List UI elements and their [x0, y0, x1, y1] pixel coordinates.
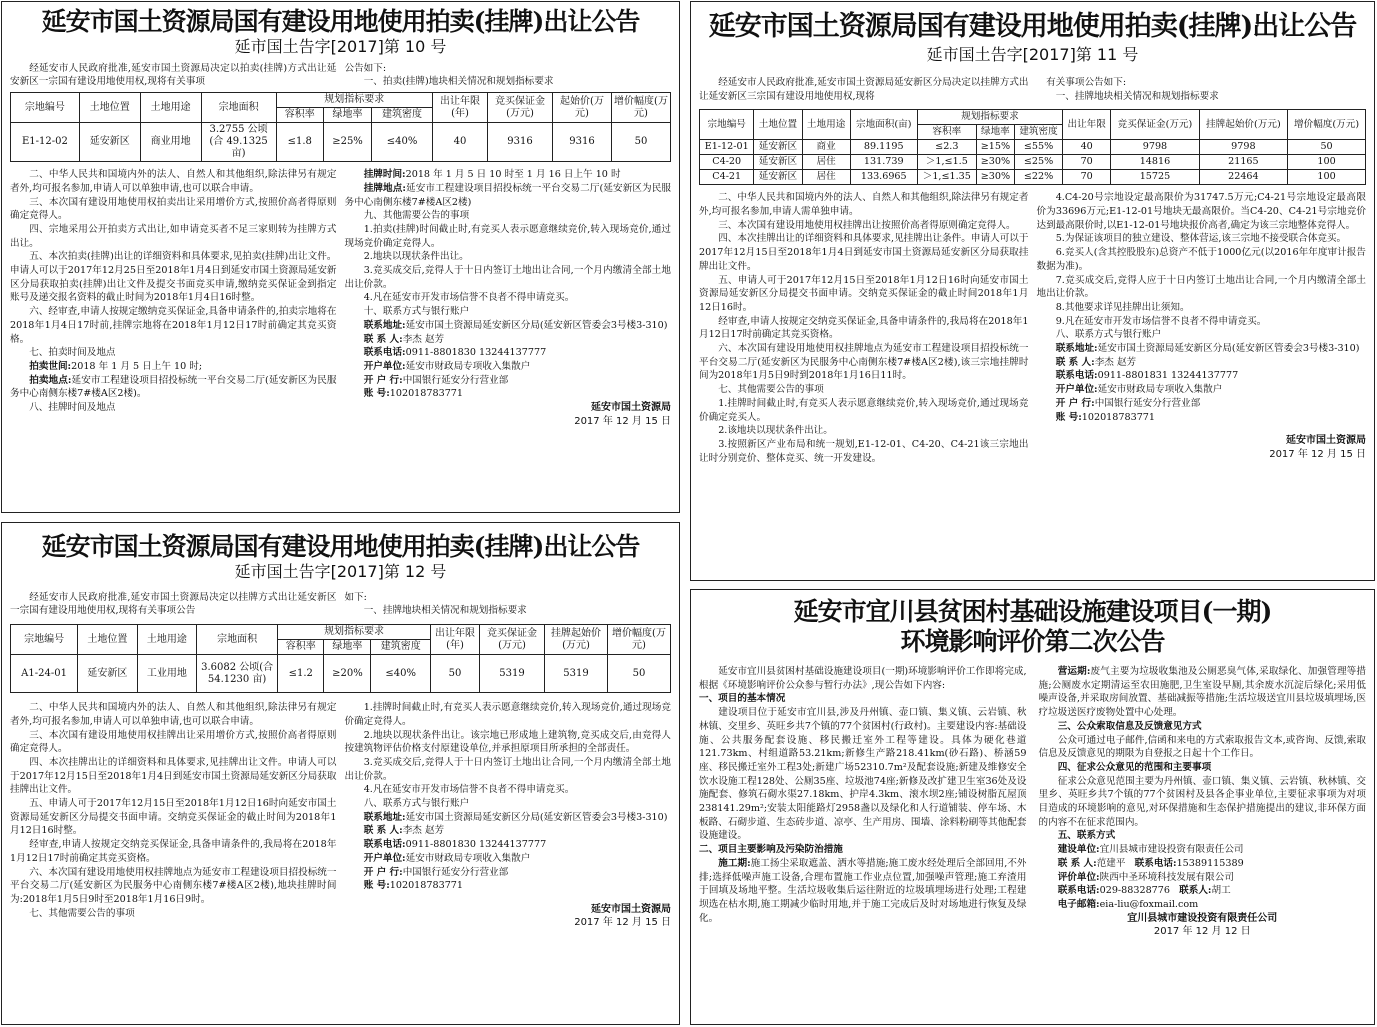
intro-text: 如下: [344, 591, 367, 603]
cell: ≤40% [371, 655, 431, 693]
cell: 5319 [545, 655, 608, 693]
section-heading: 八、联系方式与银行账户 [363, 798, 470, 810]
cell: ≤40% [372, 123, 433, 162]
cell: E1-12-02 [11, 123, 80, 162]
signature: 宜川县城市建设投资有限责任公司 [1127, 912, 1278, 924]
date: 2017 年 12 月 15 日 [574, 917, 671, 929]
cell: C4-20 [700, 155, 754, 170]
cell: 21165 [1199, 155, 1287, 170]
cell: ≥20% [324, 655, 371, 693]
cell: 131.739 [850, 155, 917, 170]
th: 建筑密度 [371, 640, 431, 655]
value: 范建平 [1096, 857, 1126, 869]
body-text: 四、本次挂牌出让的详细资料和具体要求,见挂牌出让文件。申请人可以于2017年12月15日至2018年1月4日到延安市国土资源局延安新区分局获取挂牌出让文件。 [10, 756, 337, 796]
value: 陕西中圣环境科技发展有限公司 [1099, 871, 1234, 883]
body-text: 建设项目位于延安市宜川县,涉及丹州镇、壶口镇、集义镇、云岩镇、秋林镇、交里乡、英旺乡共7个镇的77个贫困村(行政村)。主要建设内容:基础设施、公共服务配套设施、移民搬迁室外工程等建设。具体为硬化巷道121.73km、村组道路53.21km;新修生产路218.41km(砂石路)、桥涵59座、移民搬迁室外工程3处;新建广场52310.7m²及配套设施;新建及维修安全饮水设施工程128处、公厕35座、垃圾池74座;新修及改扩建卫生室36处及设施配套、修筑石砌水渠27.18km、护岸4.3km、滚水坝2座;铺设树脂瓦屋顶238141.29m²;安装太阳能路灯2958盏以及绿化和人行道铺装、停车场、木板路、石砌步道、生态砖步道、凉亭、生产用房、围墙、涂料粉刷等其他配套设施建设。 [699, 707, 1027, 842]
parcel-table [699, 109, 1366, 185]
signature: 延安市国土资源局 [591, 903, 671, 915]
value: 029-88328776 [1099, 885, 1170, 897]
value: 中国银行延安分行营业部 [402, 374, 509, 386]
body-text: 3.竞买成交后,竞得人于十日内签订土地出让合同,一个月内缴清全部土地出让价款。 [344, 756, 671, 782]
value: 胡工 [1211, 885, 1231, 897]
value: 延安市工程建设项目招投标统一平台交易二厅(延安新区为民服务中心南侧东楼7#楼A区2楼)。 [10, 374, 337, 400]
cell: 延安新区 [754, 155, 802, 170]
cell: ＞1,≤1.35 [917, 170, 976, 185]
label: 联系电话: [363, 839, 406, 851]
cell: 22464 [1199, 170, 1287, 185]
body-text: 6.竞买人(含其控股股东)总资产不低于1000亿元(以2016年年度审计报告数据为准)。 [1036, 247, 1366, 272]
cell: 70 [1063, 170, 1111, 185]
intro [10, 62, 671, 89]
label: 开户单位: [363, 360, 406, 372]
notice-11 [690, 1, 1375, 581]
heading-text: 三、公众索取信息及反馈意见方式 [1057, 720, 1202, 732]
intro-text: 经延安市人民政府批准,延安市国土资源局决定以拍卖(挂牌)方式出让延安新区一宗国有建设用地使用权,现将有关事项 [10, 62, 337, 88]
th: 起始价(万元) [553, 93, 612, 123]
th: 容积率 [917, 125, 976, 140]
value: 102018783771 [389, 880, 464, 892]
section-heading: 八、联系方式与银行账户 [1055, 329, 1162, 341]
cell: 延安新区 [78, 655, 137, 693]
th: 容积率 [276, 108, 323, 123]
cell: 100 [1288, 155, 1366, 170]
body-text: 二、中华人民共和国境内外的法人、自然人和其他组织,除法律另有规定者外,均可报名参加,申请人可以单独申请,也可以联合申请。 [10, 169, 337, 194]
value: 李杰 赵芳 [402, 825, 445, 837]
body-text: 5.为保证该项目的独立建设、整体营运,该三宗地不接受联合体竞买。 [1055, 233, 1347, 245]
label: 拍卖世间: [29, 360, 72, 372]
intro [699, 76, 1366, 103]
label: 开 户 行: [363, 374, 403, 386]
body-text: 五、申请人可于2017年12月15日至2018年1月12日16时向延安市国土资源局延安新区分局提交书面申请。交纳竞买保证金的截止时间为2018年1月12日16时整。 [10, 798, 337, 837]
th: 土地用途 [140, 93, 201, 123]
cell: C4-21 [700, 170, 754, 185]
th: 增价幅度(万元) [612, 93, 671, 123]
notice-title: 延安市国土资源局国有建设用地使用拍卖(挂牌)出让公告 [41, 532, 640, 561]
env-notice [690, 589, 1375, 1025]
th: 规划指标要求 [917, 110, 1062, 125]
body-text: 三、本次国有建设用地使用权挂牌出让采用增价方式,按照价高者得原则确定竞得人。 [10, 729, 337, 755]
section-heading [699, 843, 1027, 857]
th: 出让年限 [1063, 110, 1111, 140]
cell: 50 [1288, 140, 1366, 155]
cell: ≥25% [323, 123, 371, 162]
section-heading [1039, 720, 1367, 734]
label: 电子邮箱: [1057, 898, 1100, 910]
cell: 50 [431, 655, 480, 693]
date: 2017 年 12 月 12 日 [1153, 926, 1251, 938]
body-text: 五、申请人可于2017年12月15日至2018年1月12日16时向延安市国土资源局延安新区分局提交书面申请。交纳竞买保证金的截止时间2018年1月12日16时。 [699, 274, 1029, 313]
value: 李杰 赵芳 [1094, 356, 1137, 368]
label: 拍卖地点: [29, 374, 72, 386]
cell: 工业用地 [137, 655, 196, 693]
section-heading [1039, 761, 1367, 775]
value: 延安市财政局专项收入集散户 [405, 852, 531, 864]
cell: 133.6965 [850, 170, 917, 185]
th: 土地位置 [78, 625, 137, 655]
cell: 延安新区 [79, 123, 140, 162]
notice-10 [1, 1, 680, 513]
table-row [11, 123, 671, 162]
notice-number: 延市国土告字[2017]第 12 号 [234, 561, 447, 581]
env-title-line1: 延安市宜川县贫困村基础设施建设项目(一期) [793, 597, 1272, 626]
cell: 40 [1063, 140, 1111, 155]
cell: ＞1,≤1.5 [917, 155, 976, 170]
cell: 9798 [1199, 140, 1287, 155]
body-text: 3.竞买成交后,竞得人于十日内签订土地出让合同,一个月内缴清全部土地出让价款。 [344, 265, 671, 290]
body-text: 3.按照新区产业布局和统一规划,E1-12-01、C4-20、C4-21该三宗地出让时分别竞价、整体竞买、统一开发建设。 [699, 438, 1029, 464]
section-heading: 一、挂牌地块相关情况和规划指标要求 [363, 605, 527, 617]
label: 联系地址: [363, 811, 406, 823]
heading-text: 一、项目的基本情况 [699, 693, 786, 705]
th: 宗地编号 [700, 110, 754, 140]
section-heading [699, 692, 1027, 706]
value: 15389115389 [1176, 857, 1244, 869]
label: 开户单位: [1055, 384, 1098, 396]
body-text: 1.挂牌时间截止时,有竞买人表示愿意继续竞价,转入现场竞价,通过现场竞价确定竞得人。 [344, 702, 671, 727]
cell: 居住 [802, 155, 850, 170]
value: 延安市国土资源局延安新区分局(延安新区管委会3号楼3-310) [405, 319, 668, 331]
th: 增价幅度(万元) [1288, 110, 1366, 140]
intro-text: 延安市宜川县贫困村基础设施建设项目(一期)环境影响评价工作即将完成,根据《环境影响评价公众参与暂行办法》,现公告如下内容: [699, 666, 1027, 691]
heading-text: 五、联系方式 [1057, 830, 1116, 842]
label: 挂牌地点: [363, 182, 406, 194]
body-text: 9.凡在延安市开发市场信誉不良者不得申请竞买。 [1055, 315, 1267, 327]
body-text: 六、经审查,申请人按规定缴纳竞买保证金,具备申请条件的,拍卖宗地将在2018年1月4日17时前,挂牌宗地将在2018年1月12日17时前确定其竞买资格。 [10, 306, 337, 345]
signature: 延安市国土资源局 [591, 402, 671, 414]
table-row [700, 155, 1366, 170]
body-text: 三、本次国有建设用地使用权挂牌出让按照价高者得原则确定竞得人。 [718, 219, 1016, 231]
label: 开户单位: [363, 852, 406, 864]
cell: 居住 [802, 170, 850, 185]
body-text: 二、中华人民共和国境内外的法人、自然人和其他组织,除法律另有规定者外,均可报名参加,申请人需单独申请。 [699, 192, 1029, 217]
th: 宗地面积 [197, 625, 278, 655]
date: 2017 年 12 月 15 日 [1269, 448, 1366, 460]
body-text: 经审查,申请人按规定交纳竞买保证金,具备申请条件的,我局将在2018年1月12日17时前确定其竞买资格。 [699, 315, 1029, 341]
notice-title: 延安市国土资源局国有建设用地使用拍卖(挂牌)出让公告 [708, 11, 1357, 42]
th: 土地位置 [79, 93, 140, 123]
label: 评价单位: [1057, 871, 1100, 883]
th: 宗地面积 [201, 93, 276, 123]
value: 0911-8801831 13244137777 [1097, 370, 1239, 382]
value: 中国银行延安分行营业部 [402, 866, 509, 878]
notice-number: 延市国土告字[2017]第 10 号 [234, 36, 447, 56]
cell: 5319 [480, 655, 545, 693]
value: 102018783771 [1081, 411, 1156, 423]
label: 联 系 人: [1057, 857, 1097, 869]
parcel-table [10, 624, 671, 693]
value: 0911-8801830 13244137777 [405, 347, 547, 359]
section-heading [1039, 829, 1367, 843]
cell: 商业用地 [140, 123, 201, 162]
value: 废气主要为垃圾收集池及公厕恶臭气体,采取绿化、加强管理等措施;公厕废水定期清运至农田施肥,卫生室设早厕,其余废水沉淀后绿化;采用低噪声设备,并采取房间放置、基础减振等措施;生活垃圾送宜川县垃圾填埋场,医疗垃圾送医疗废物处置中心处理。 [1038, 666, 1366, 719]
body-text: 二、中华人民共和国境内外的法人、自然人和其他组织,除法律另有规定者外,均可报名参加,申请人可以单独申请,也可以联合申请。 [10, 702, 337, 727]
cell: ≤55% [1014, 140, 1062, 155]
label: 营运期: [1057, 666, 1091, 677]
body-text: 4.凡在延安市开发市场信誉不良者不得申请竞买。 [363, 784, 575, 796]
th: 出让年限(年) [431, 625, 480, 655]
label: 开 户 行: [1055, 397, 1095, 409]
section-heading: 八、挂牌时间及地点 [29, 402, 116, 414]
th: 土地位置 [754, 110, 802, 140]
cell: 50 [608, 655, 671, 693]
notice-12 [1, 522, 680, 1025]
section-heading: 七、其他需要公告的事项 [29, 907, 135, 919]
th: 挂牌起始价(万元) [1199, 110, 1287, 140]
th: 挂牌起始价(万元) [545, 625, 608, 655]
value: 施工扬尘采取遮盖、洒水等措施;施工废水经处理后全部回用,不外排;选择低噪声施工设备,合理布置施工作业点位置,加强噪声管理;施工弃渣用于回填及场地平整。生活垃圾收集后运往附近的垃圾填埋场进行处理;工程建坝选在枯水期,施工期减少临时用地,并于施工完成后及时对场地进行恢复及绿化。 [699, 857, 1027, 924]
value: 2018 年 1 月 5 日 10 时至 1 月 16 日上午 10 时 [405, 169, 621, 181]
label: 账 号: [1055, 411, 1082, 423]
heading-text: 四、征求公众意见的范围和主要事项 [1057, 761, 1212, 773]
th: 出让年限(年) [433, 93, 488, 123]
label: 账 号: [363, 388, 390, 400]
notice-number: 延市国土告字[2017]第 11 号 [926, 44, 1139, 64]
value: 0911-8801830 13244137777 [405, 839, 547, 851]
cell: 延安新区 [754, 140, 802, 155]
intro-text: 有关事项公告如下: [1046, 76, 1127, 88]
body-text: 1.挂牌时间截止时,有竞买人表示愿意继续竞价,转入现场竞价,通过现场竞价确定竞买人。 [699, 397, 1029, 423]
cell: ≤25% [1014, 155, 1062, 170]
body-text: 4.C4-20号宗地设定最高限价为31747.5万元;C4-21号宗地设定最高限价为33696万元;E1-12-01号地块无最高限价。当C4-20、C4-21号宗地竞价达到最高限价时,以E1-12-01号地块报价高者,确定为该三宗地整体竞得人。 [1036, 192, 1366, 231]
body-text: 六、本次国有建设用地使用权挂牌地点为延安市工程建设项目招投标统一平台交易二厅(延安新区为民服务中心南侧东楼7#楼A区2楼),地块挂牌时间为:2018年1月5日9时至2018年1月16日9时。 [10, 866, 337, 905]
value: 延安市财政局专项收入集散户 [405, 360, 531, 372]
th: 绿地率 [976, 125, 1014, 140]
label: 建设单位: [1057, 844, 1100, 856]
th: 建筑密度 [372, 108, 433, 123]
body-text: 2.该地块以现状条件出让。 [718, 425, 833, 437]
body-text: 六、本次国有建设用地使用权挂牌地点为延安市工程建设项目招投标统一平台交易二厅(延安新区为民服务中心南侧东楼7#楼A区2楼),该三宗地挂牌时间为2018年1月5日9时到2018年1月16日11时。 [699, 343, 1029, 382]
body-text: 4.凡在延安市开发市场信誉不良者不得申请竞买。 [363, 292, 575, 304]
th: 增价幅度(万元) [608, 625, 671, 655]
cell: E1-12-01 [700, 140, 754, 155]
label: 联系地址: [1055, 343, 1098, 355]
label: 开 户 行: [363, 866, 403, 878]
cell: ≤1.8 [276, 123, 323, 162]
cell: 3.2755 公顷(合 49.1325 亩) [201, 123, 276, 162]
cell: ≥30% [976, 170, 1014, 185]
body-text: 七、拍卖时间及地点 [29, 347, 116, 359]
cell: 9798 [1111, 140, 1199, 155]
value: 宜川县城市建设投资有限责任公司 [1099, 844, 1244, 856]
env-title-line2: 环境影响评价第二次公告 [900, 626, 1165, 656]
th: 绿地率 [323, 108, 371, 123]
cell: 50 [612, 123, 671, 162]
cell: 3.6082 公顷(合 54.1230 亩) [197, 655, 278, 693]
label: 联系地址: [363, 319, 406, 331]
label: 联系电话: [1055, 370, 1098, 382]
cell: 70 [1063, 155, 1111, 170]
body-text: 四、本次挂牌出让的详细资料和具体要求,见挂牌出让条件。申请人可以于2017年12月15日至2018年1月4日到延安市国土资源局延安新区分局获取挂牌出让文件。 [699, 233, 1029, 272]
th: 建筑密度 [1014, 125, 1062, 140]
date: 2017 年 12 月 15 日 [574, 415, 671, 427]
body-text: 8.其他要求详见挂牌出让须知。 [1055, 301, 1190, 313]
th: 土地用途 [137, 625, 196, 655]
th: 竞买保证金(万元) [480, 625, 545, 655]
cell: ≤2.3 [917, 140, 976, 155]
value: 延安市国土资源局延安新区分局(延安新区管委会3号楼3-310) [405, 811, 668, 823]
intro-text: 经延安市人民政府批准,延安市国土资源局决定以挂牌方式出让延安新区一宗国有建设用地使用权,现将有关事项公告 [10, 591, 337, 617]
label: 账 号: [363, 880, 390, 892]
body-text: 四、宗地采用公开拍卖方式出让,如申请竞买者不足三家则转为挂牌方式出让。 [10, 223, 337, 249]
label: 联 系 人: [1055, 356, 1095, 368]
cell: ≤1.2 [278, 655, 324, 693]
section-heading: 九、其他需要公告的事项 [363, 210, 470, 222]
body-text: 7.竞买成交后,竞得人应于十日内签订土地出让合同,一个月内缴清全部土地出让价款。 [1036, 274, 1366, 300]
cell: ≤22% [1014, 170, 1062, 185]
body-text: 经审查,申请人按规定交纳竞买保证金,具备申请条件的,我局将在2018年1月12日17时前确定其竞买资格。 [10, 839, 337, 864]
label: 挂牌时间: [363, 169, 406, 181]
cell: A1-24-01 [11, 655, 78, 693]
th: 宗地编号 [11, 625, 78, 655]
cell: 100 [1288, 170, 1366, 185]
section-heading: 十、联系方式与银行账户 [363, 306, 470, 318]
th: 绿地率 [324, 640, 371, 655]
body-text: 三、本次国有建设用地使用权拍卖出让采用增价方式,按照价高者得原则确定竞得人。 [10, 196, 337, 222]
value: 2018 年 1 月 5 日上午 10 时; [71, 360, 203, 372]
table-row [700, 170, 1366, 185]
th: 规划指标要求 [278, 625, 431, 640]
body-text: 七、其他需要公告的事项 [718, 384, 824, 396]
value: 中国银行延安分行营业部 [1094, 397, 1201, 409]
label: 联系电话: [1134, 857, 1177, 869]
value: 李杰 赵芳 [402, 333, 445, 345]
cell: 9316 [553, 123, 612, 162]
table-row [700, 140, 1366, 155]
label: 联 系 人: [363, 825, 403, 837]
intro-text: 经延安市人民政府批准,延安市国土资源局延安新区分局决定以挂牌方式出让延安新区三宗国有建设用地使用权,现将 [699, 76, 1029, 102]
section-heading: 一、拍卖(挂牌)地块相关情况和规划指标要求 [363, 76, 554, 88]
label: 联 系 人: [363, 333, 403, 345]
th: 规划指标要求 [276, 93, 432, 108]
body-text: 五、本次拍卖(挂牌)出让的详细资料和具体要求,见拍卖(挂牌)出让文件。申请人可以于2017年12月25日至2018年1月4日到延安市国土资源局延安新区分局获取拍卖(挂牌)出让文件及提交书面竞买申请,缴纳竞买保证金到指定账号及递交报名资料的截止时间为2018年1月4日16时整。 [10, 251, 337, 304]
cell: 14816 [1111, 155, 1199, 170]
th: 竞买保证金(万元) [1111, 110, 1199, 140]
body-text: 征求公众意见范围主要为丹州镇、壶口镇、集义镇、云岩镇、秋林镇、交里乡、英旺乡共7个镇的77个贫困村及县各企事业单位,主要征求事项为对项目造成的环境影响的意见,对环保措施和生态保护措施提出的建议,非环保方面的内容不在征求范围内。 [1038, 775, 1366, 828]
table-row [11, 655, 671, 693]
section-heading: 一、挂牌地块相关情况和规划指标要求 [1055, 90, 1219, 102]
value: 102018783771 [389, 388, 464, 400]
value: 延安市财政局专项收入集散户 [1097, 384, 1223, 396]
cell: 89.1195 [850, 140, 917, 155]
cell: ≥30% [976, 155, 1014, 170]
notice-title: 延安市国土资源局国有建设用地使用拍卖(挂牌)出让公告 [41, 7, 640, 36]
cell: 15725 [1111, 170, 1199, 185]
label: 联系电话: [1057, 885, 1100, 897]
signature: 延安市国土资源局 [1286, 435, 1366, 447]
label: 联系人: [1179, 885, 1212, 897]
heading-text: 二、项目主要影响及污染防治措施 [699, 844, 843, 856]
cell: 延安新区 [754, 170, 802, 185]
th: 宗地面积(亩) [850, 110, 917, 140]
label: 联系电话: [363, 347, 406, 359]
body-text: 2.地块以现状条件出让。 [363, 251, 469, 263]
body-text: 2.地块以现状条件出让。该宗地已形成地上建筑物,竞买成交后,由竞得人按建筑物评估价格支付原建设单位,并承担原项目所承担的全部责任。 [344, 729, 671, 755]
cell: 9316 [488, 123, 553, 162]
value: 延安市工程建设项目招投标统一平台交易二厅(延安新区为民服务中心南侧东楼7#楼A区2楼) [344, 182, 671, 208]
th: 竞买保证金(万元) [488, 93, 553, 123]
intro [10, 591, 671, 618]
th: 土地用途 [802, 110, 850, 140]
parcel-table [10, 92, 671, 162]
th: 容积率 [278, 640, 324, 655]
value: eia-liu@foxmail.com [1099, 898, 1199, 910]
intro-text: 公告如下: [344, 62, 387, 74]
value: 延安市国土资源局延安新区分局(延安新区管委会3号楼3-310) [1097, 343, 1360, 355]
body-text: 公众可通过电子邮件,信函和来电的方式索取报告文本,或咨询、反馈,索取信息及反馈意见的期限为自登报之日起十个工作日。 [1038, 734, 1366, 760]
cell: ≥15% [976, 140, 1014, 155]
cell: 商业 [802, 140, 850, 155]
th: 宗地编号 [11, 93, 80, 123]
cell: 40 [433, 123, 488, 162]
body-text: 1.拍卖(挂牌)时间截止时,有竞买人表示愿意继续竞价,转入现场竞价,通过现场竞价确定竞得人。 [344, 223, 671, 249]
label: 施工期: [718, 857, 751, 869]
